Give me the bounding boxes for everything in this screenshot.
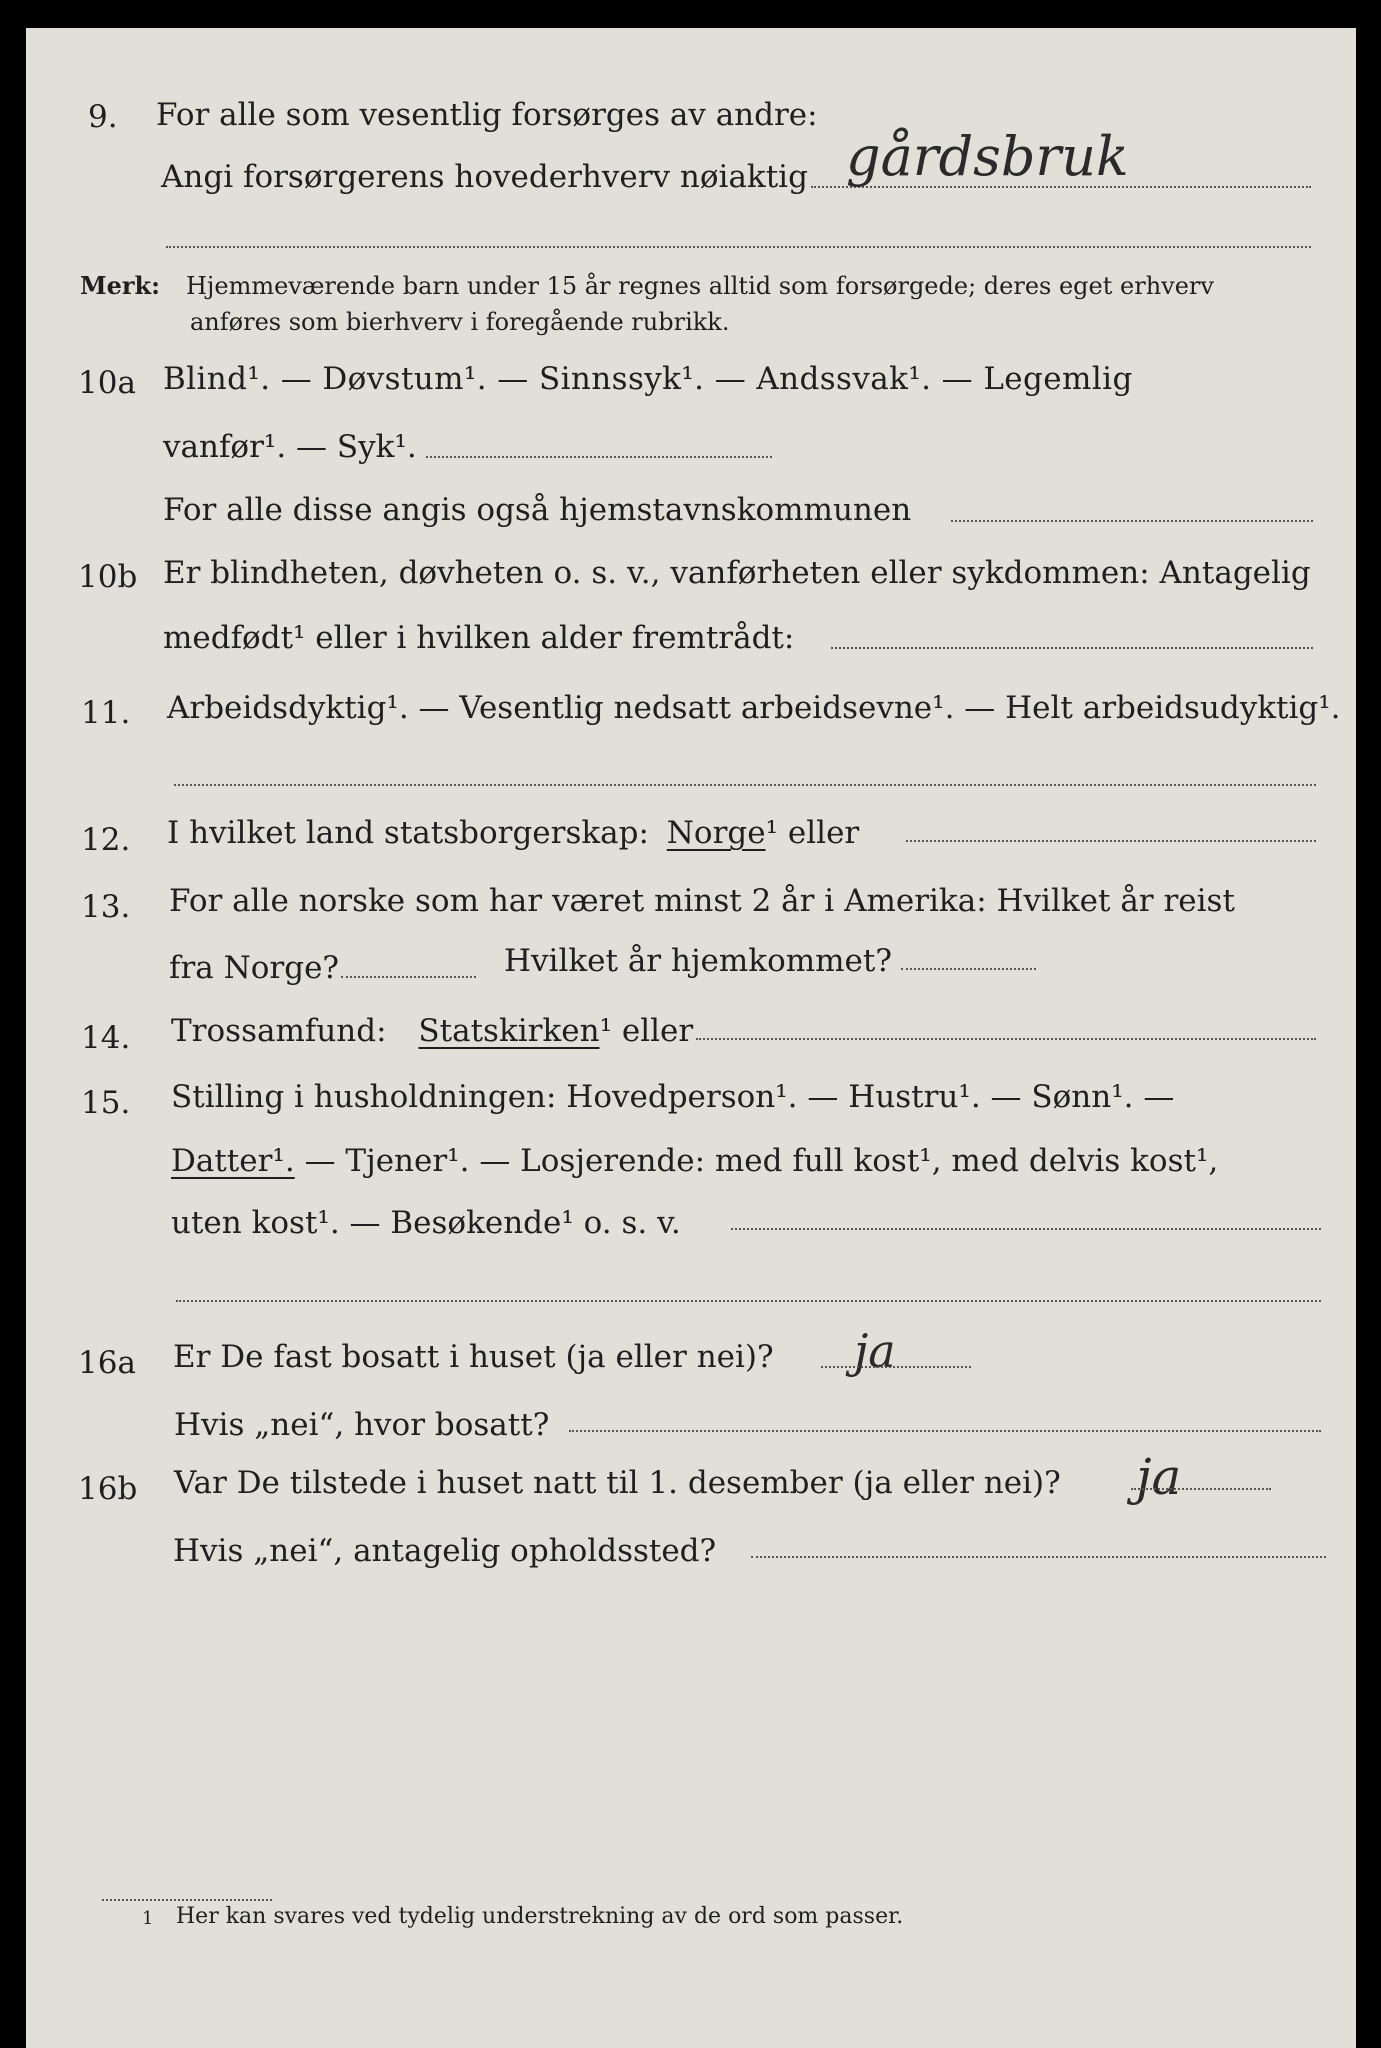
q14-statskirken-underlined: Statskirken (418, 1013, 600, 1049)
q11-answer-line (174, 784, 1316, 786)
census-form-page (26, 28, 1356, 2048)
q9-extra-line (166, 246, 1311, 248)
q14-answer-line (696, 1038, 1316, 1040)
q16a-line2: Hvis „nei“, hvor bosatt? (174, 1407, 550, 1443)
q9-handwritten-answer: gårdsbruk (846, 125, 1129, 188)
q16b-line1: Var De tilstede i huset natt til 1. desember (ja eller nei)? (174, 1465, 1061, 1501)
q10a-line3: For alle disse angis også hjemstavnskommunen (163, 492, 912, 528)
q14-prefix: Trossamfund: (171, 1013, 387, 1049)
q15-number: 15. (81, 1085, 131, 1121)
q10a-line1: Blind¹. — Døvstum¹. — Sinnssyk¹. — Andssvak¹. — Legemlig (163, 361, 1133, 397)
q10a-number: 10a (78, 365, 136, 401)
q15-line3-dots (731, 1228, 1321, 1230)
q15-answer-line (176, 1300, 1321, 1302)
q9-line1: For alle som vesentlig forsørges av andre: (156, 97, 818, 133)
q10b-number: 10b (78, 559, 138, 595)
q12-number: 12. (81, 822, 131, 858)
q14-number: 14. (81, 1020, 131, 1056)
q16b-handwritten-answer: ja (1136, 1448, 1182, 1506)
q15-line3: uten kost¹. — Besøkende¹ o. s. v. (171, 1205, 681, 1241)
q13-line2a: fra Norge? (169, 950, 340, 986)
q14-line (171, 1013, 694, 1049)
q10b-line2-dots (831, 647, 1313, 649)
footnote-text: Her kan svares ved tydelig understrekning av de ord som passer. (176, 1904, 904, 1929)
q12-norge-underlined: Norge (666, 815, 766, 851)
q16b-number: 16b (78, 1471, 138, 1507)
q13-hjemkommet-dots (901, 968, 1036, 970)
q15-line1: Stilling i husholdningen: Hovedperson¹. — Hustru¹. — Sønn¹. — (171, 1079, 1175, 1115)
q11-number: 11. (81, 695, 131, 731)
q10b-line1: Er blindheten, døvheten o. s. v., vanførheten eller sykdommen: Antagelig (163, 555, 1311, 591)
q10a-line2: vanfør¹. — Syk¹. (163, 429, 417, 465)
q12-answer-line (906, 840, 1316, 842)
q10a-line3-dots (951, 520, 1313, 522)
q16b-answer-line (1131, 1488, 1271, 1490)
q13-line1: For alle norske som har været minst 2 år i Amerika: Hvilket år reist (169, 883, 1235, 919)
footnote-rule (102, 1899, 272, 1901)
q16a-answer-line (821, 1366, 971, 1368)
q15-line2 (171, 1143, 1219, 1179)
q9-line2: Angi forsørgerens hovederhverv nøiaktig (161, 159, 808, 195)
q13-line2b: Hvilket år hjemkommet? (504, 943, 892, 979)
q16a-number: 16a (78, 1345, 136, 1381)
q16a-handwritten-answer: ja (854, 1324, 896, 1378)
q10b-line2: medfødt¹ eller i hvilken alder fremtrådt: (163, 620, 795, 656)
q13-reist-dots (341, 976, 476, 978)
q16b-line2-dots (751, 1556, 1326, 1558)
q14-suffix: ¹ eller (599, 1013, 694, 1049)
q16a-line1: Er De fast bosatt i huset (ja eller nei)? (173, 1339, 774, 1375)
footnote-marker: 1 (142, 1908, 154, 1929)
q12-suffix: ¹ eller (765, 815, 860, 851)
q16b-line2: Hvis „nei“, antagelig opholdssted? (173, 1533, 717, 1569)
q9-number: 9. (88, 99, 118, 135)
q12-prefix: I hvilket land statsborgerskap: (167, 815, 649, 851)
q15-datter-underlined: Datter¹. (171, 1143, 295, 1179)
q13-number: 13. (81, 889, 131, 925)
q15-line2-rest: — Tjener¹. — Losjerende: med full kost¹, med delvis kost¹, (304, 1143, 1219, 1179)
q11-line1: Arbeidsdyktig¹. — Vesentlig nedsatt arbeidsevne¹. — Helt arbeidsudyktig¹. (167, 690, 1341, 726)
merk-line1: Hjemmeværende barn under 15 år regnes alltid som forsørgede; deres eget erhverv (186, 272, 1214, 300)
merk-label: Merk: (80, 271, 160, 300)
q12-line (167, 815, 860, 851)
merk-line2: anføres som bierhverv i foregående rubrikk. (190, 308, 730, 336)
q16a-line2-dots (569, 1430, 1321, 1432)
q10a-line2-dots (426, 456, 772, 458)
